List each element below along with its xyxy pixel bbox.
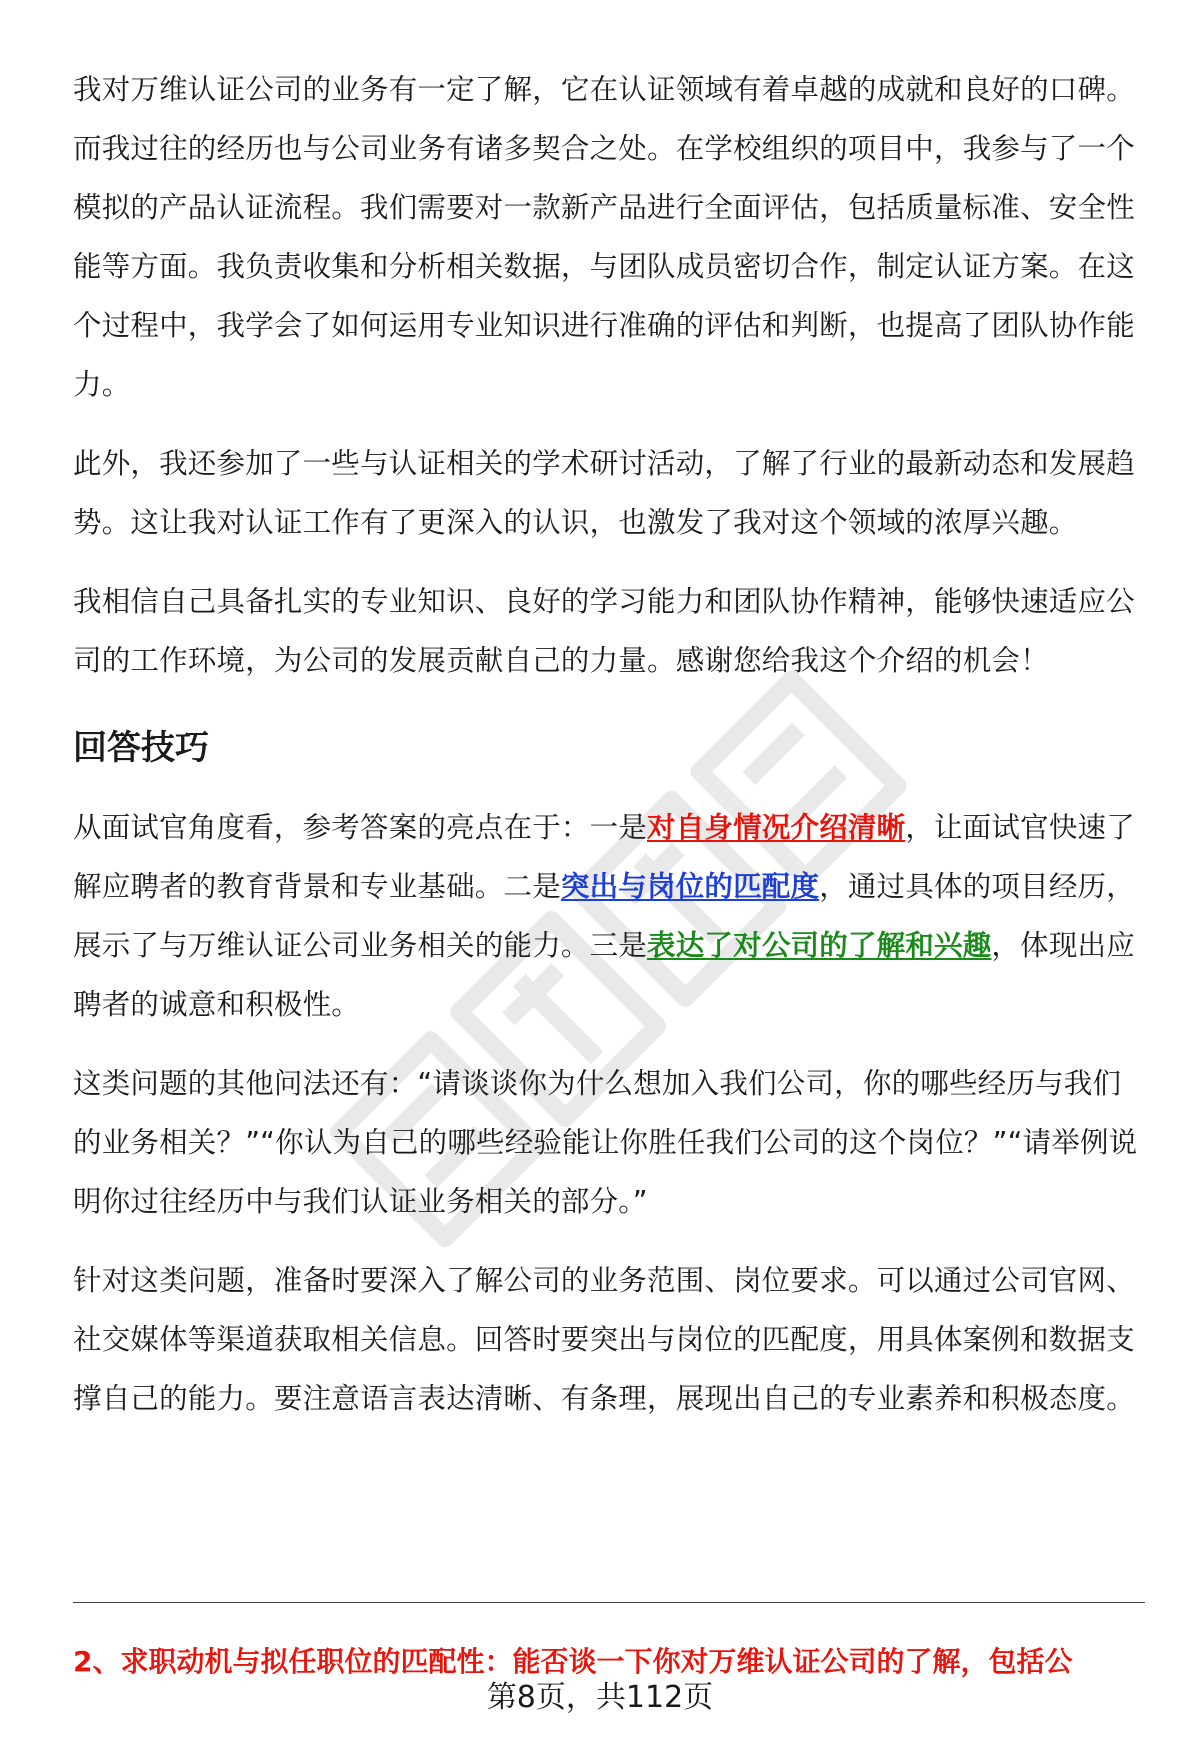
page-footer: 第8页，共112页 (486, 1680, 714, 1715)
answer-paragraph-3: 我相信自己具备扎实的专业知识、良好的学习能力和团队协作精神，能够快速适应公司的工作环境，为公司的发展贡献自己的力量。感谢您给我这个介绍的机会！ (73, 585, 1135, 677)
tips-text-1: 从面试官角度看，参考答案的亮点在于：一是 (73, 811, 648, 844)
answer-paragraph-2: 此外，我还参加了一些与认证相关的学术研讨活动，了解了行业的最新动态和发展趋势。这让我对认证工作有了更深入的认识，也激发了我对这个领域的浓厚兴趣。 (73, 447, 1135, 539)
other-questions-paragraph: 这类问题的其他问法还有：“请谈谈你为什么想加入我们公司，你的哪些经历与我们的业务相关？”“你认为自己的哪些经验能让你胜任我们公司的这个岗位？”“请举例说明你过往经历中与我们认证业务相关的部分。” (73, 1067, 1138, 1218)
preparation-paragraph: 针对这类问题，准备时要深入了解公司的业务范围、岗位要求。可以通过公司官网、社交媒体等渠道获取相关信息。回答时要突出与岗位的匹配度，用具体案例和数据支撑自己的能力。要注意语言表达清晰、有条理，展现出自己的专业素养和积极态度。 (73, 1264, 1135, 1415)
highlight-company-interest: 表达了对公司的了解和兴趣 (647, 929, 992, 962)
document-body (73, 60, 1145, 1428)
tips-text-4: ，体现出应聘者的诚意和积极性。 (73, 929, 1135, 1021)
tips-text-2: ，让面试官快速了解应聘者的教育背景和专业基础。二是 (73, 811, 1135, 903)
answer-paragraph-1: 我对万维认证公司的业务有一定了解，它在认证领域有着卓越的成就和良好的口碑。而我过往的经历也与公司业务有诸多契合之处。在学校组织的项目中，我参与了一个模拟的产品认证流程。我们需要对一款新产品进行全面评估，包括质量标准、安全性能等方面。我负责收集和分析相关数据，与团队成员密切合作，制定认证方案。在这个过程中，我学会了如何运用专业知识进行准确的评估和判断，也提高了团队协作能力。 (73, 73, 1135, 401)
tips-text-3: ，通过具体的项目经历，展示了与万维认证公司业务相关的能力。三是 (73, 870, 1135, 962)
highlight-clear-intro: 对自身情况介绍清晰 (647, 811, 906, 844)
next-question-title: 2、求职动机与拟任职位的匹配性：能否谈一下你对万维认证公司的了解，包括公 (73, 1645, 1073, 1678)
section-divider (73, 1602, 1145, 1603)
section-heading: 回答技巧 (73, 728, 209, 768)
tips-paragraph (73, 798, 1145, 1034)
highlight-job-match: 突出与岗位的匹配度 (560, 870, 820, 903)
